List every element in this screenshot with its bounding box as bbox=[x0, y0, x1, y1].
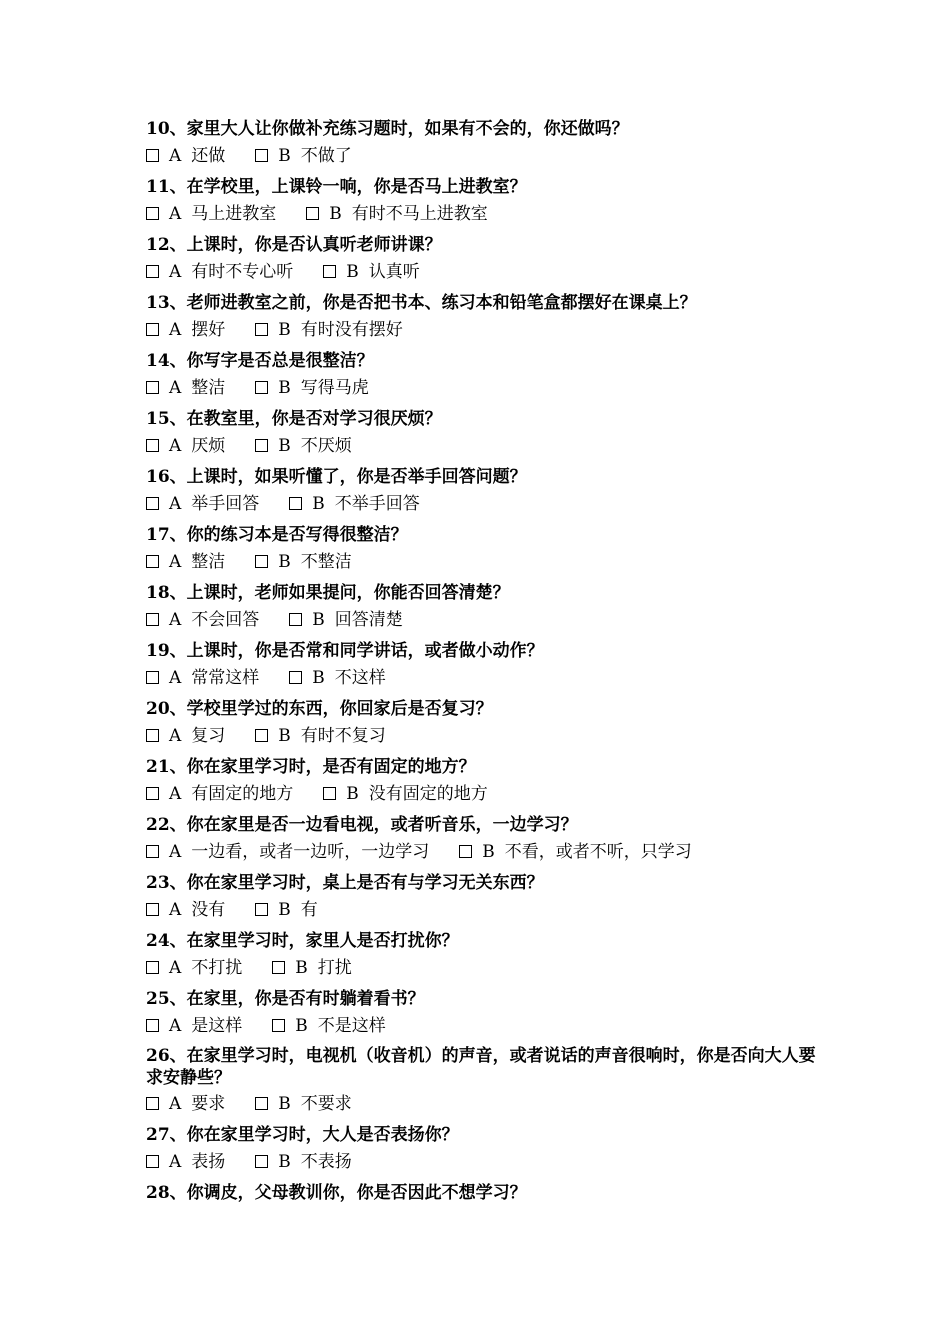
answer-option-a[interactable] bbox=[146, 492, 259, 516]
checkbox-icon[interactable] bbox=[146, 845, 159, 858]
option-label: 没有 bbox=[191, 900, 226, 920]
answer-option-a[interactable] bbox=[146, 434, 225, 458]
option-letter: B bbox=[295, 958, 308, 978]
question-text: 16、上课时，如果听懂了，你是否举手回答问题？ bbox=[146, 467, 527, 487]
option-letter: A bbox=[169, 610, 182, 630]
option-label: 还做 bbox=[191, 146, 226, 166]
option-letter: A bbox=[169, 784, 182, 804]
answer-options bbox=[146, 1150, 826, 1174]
option-letter: A bbox=[169, 552, 182, 572]
answer-option-b[interactable] bbox=[255, 550, 352, 574]
answer-options bbox=[146, 898, 826, 922]
checkbox-icon[interactable] bbox=[146, 207, 159, 220]
option-letter: A bbox=[169, 436, 182, 456]
answer-options bbox=[146, 492, 826, 516]
option-letter: B bbox=[329, 204, 342, 224]
question-text: 22、你在家里是否一边看电视，或者听音乐，一边学习？ bbox=[146, 815, 578, 835]
option-label: 马上进教室 bbox=[191, 204, 277, 224]
option-label: 复习 bbox=[191, 726, 226, 746]
option-label: 有时不马上进教室 bbox=[351, 204, 488, 224]
option-letter: A bbox=[169, 1016, 182, 1036]
answer-options bbox=[146, 956, 826, 980]
answer-option-a[interactable] bbox=[146, 318, 225, 342]
answer-options bbox=[146, 434, 826, 458]
option-label: 打扰 bbox=[317, 958, 352, 978]
option-label: 要求 bbox=[191, 1094, 226, 1114]
answer-option-b[interactable] bbox=[255, 898, 318, 922]
question-text: 26、在家里学习时，电视机（收音机）的声音，或者说话的声音很响时，你是否向大人要求安静些？ bbox=[146, 1046, 816, 1088]
question-text: 10、家里大人让你做补充练习题时，如果有不会的，你还做吗？ bbox=[146, 119, 629, 139]
option-label: 不这样 bbox=[334, 668, 386, 688]
answer-option-b[interactable] bbox=[289, 666, 386, 690]
option-label: 不举手回答 bbox=[334, 494, 420, 514]
checkbox-icon[interactable] bbox=[146, 729, 159, 742]
answer-option-a[interactable] bbox=[146, 1014, 242, 1038]
option-letter: A bbox=[169, 378, 182, 398]
checkbox-icon[interactable] bbox=[289, 497, 302, 510]
answer-options bbox=[146, 376, 826, 400]
option-letter: B bbox=[278, 726, 291, 746]
option-label: 整洁 bbox=[191, 378, 226, 398]
answer-option-a[interactable] bbox=[146, 1150, 225, 1174]
checkbox-icon[interactable] bbox=[146, 265, 159, 278]
question-text: 25、在家里，你是否有时躺着看书？ bbox=[146, 989, 425, 1009]
option-label: 没有固定的地方 bbox=[368, 784, 488, 804]
question-list bbox=[146, 117, 826, 1205]
answer-options bbox=[146, 1092, 826, 1116]
answer-option-b[interactable] bbox=[255, 1092, 352, 1116]
option-letter: A bbox=[169, 262, 182, 282]
checkbox-icon[interactable] bbox=[146, 903, 159, 916]
option-letter: A bbox=[169, 900, 182, 920]
option-letter: B bbox=[278, 378, 291, 398]
option-letter: A bbox=[169, 726, 182, 746]
question-text: 14、你写字是否总是很整洁？ bbox=[146, 351, 374, 371]
answer-option-a[interactable] bbox=[146, 724, 225, 748]
option-letter: A bbox=[169, 668, 182, 688]
option-label: 不会回答 bbox=[191, 610, 260, 630]
answer-option-a[interactable] bbox=[146, 260, 293, 284]
option-letter: B bbox=[278, 900, 291, 920]
option-label: 常常这样 bbox=[191, 668, 260, 688]
answer-options bbox=[146, 1014, 826, 1038]
answer-options bbox=[146, 608, 826, 632]
question-text: 28、你调皮，父母教训你，你是否因此不想学习？ bbox=[146, 1183, 527, 1203]
question-text: 20、学校里学过的东西，你回家后是否复习？ bbox=[146, 699, 493, 719]
checkbox-icon[interactable] bbox=[146, 787, 159, 800]
option-label: 一边看，或者一边听，一边学习 bbox=[191, 842, 430, 862]
option-label: 有时没有摆好 bbox=[300, 320, 403, 340]
question-text: 24、在家里学习时，家里人是否打扰你？ bbox=[146, 931, 459, 951]
checkbox-icon[interactable] bbox=[323, 265, 336, 278]
option-letter: B bbox=[346, 262, 359, 282]
checkbox-icon[interactable] bbox=[255, 323, 268, 336]
option-letter: B bbox=[312, 494, 325, 514]
checkbox-icon[interactable] bbox=[272, 1019, 285, 1032]
question-text: 19、上课时，你是否常和同学讲话，或者做小动作？ bbox=[146, 641, 544, 661]
question-text: 27、你在家里学习时，大人是否表扬你？ bbox=[146, 1125, 459, 1145]
option-label: 回答清楚 bbox=[334, 610, 403, 630]
checkbox-icon[interactable] bbox=[146, 1097, 159, 1110]
checkbox-icon[interactable] bbox=[255, 729, 268, 742]
checkbox-icon[interactable] bbox=[146, 555, 159, 568]
checkbox-icon[interactable] bbox=[146, 1019, 159, 1032]
option-letter: A bbox=[169, 1094, 182, 1114]
checkbox-icon[interactable] bbox=[146, 323, 159, 336]
answer-option-b[interactable] bbox=[323, 782, 488, 806]
option-label: 不表扬 bbox=[300, 1152, 352, 1172]
answer-option-a[interactable] bbox=[146, 666, 259, 690]
answer-option-a[interactable] bbox=[146, 898, 225, 922]
checkbox-icon[interactable] bbox=[146, 381, 159, 394]
answer-option-b[interactable] bbox=[272, 956, 352, 980]
answer-options bbox=[146, 260, 826, 284]
checkbox-icon[interactable] bbox=[146, 497, 159, 510]
option-letter: A bbox=[169, 320, 182, 340]
question-text: 11、在学校里，上课铃一响，你是否马上进教室？ bbox=[146, 177, 527, 197]
option-label: 有时不专心听 bbox=[191, 262, 294, 282]
answer-option-a[interactable] bbox=[146, 144, 225, 168]
option-label: 厌烦 bbox=[191, 436, 226, 456]
answer-option-b[interactable] bbox=[323, 260, 420, 284]
answer-options bbox=[146, 782, 826, 806]
option-label: 不打扰 bbox=[191, 958, 243, 978]
option-label: 写得马虎 bbox=[300, 378, 369, 398]
answer-option-b[interactable] bbox=[289, 608, 403, 632]
checkbox-icon[interactable] bbox=[146, 961, 159, 974]
question-text: 21、你在家里学习时，是否有固定的地方？ bbox=[146, 757, 476, 777]
option-letter: A bbox=[169, 494, 182, 514]
option-letter: A bbox=[169, 842, 182, 862]
answer-options bbox=[146, 550, 826, 574]
checkbox-icon[interactable] bbox=[255, 1155, 268, 1168]
option-letter: A bbox=[169, 146, 182, 166]
answer-option-b[interactable] bbox=[255, 434, 352, 458]
option-label: 不做了 bbox=[300, 146, 352, 166]
checkbox-icon[interactable] bbox=[255, 149, 268, 162]
answer-option-b[interactable] bbox=[255, 376, 369, 400]
option-label: 有 bbox=[300, 900, 318, 920]
answer-option-a[interactable] bbox=[146, 1092, 225, 1116]
option-label: 认真听 bbox=[368, 262, 420, 282]
answer-option-a[interactable] bbox=[146, 840, 429, 864]
option-letter: B bbox=[278, 1094, 291, 1114]
answer-option-b[interactable] bbox=[289, 492, 420, 516]
answer-option-a[interactable] bbox=[146, 202, 276, 226]
question-text: 15、在教室里，你是否对学习很厌烦？ bbox=[146, 409, 442, 429]
checkbox-icon[interactable] bbox=[255, 555, 268, 568]
option-label: 表扬 bbox=[191, 1152, 226, 1172]
option-label: 不要求 bbox=[300, 1094, 352, 1114]
checkbox-icon[interactable] bbox=[255, 1097, 268, 1110]
answer-option-a[interactable] bbox=[146, 608, 259, 632]
question-text: 23、你在家里学习时，桌上是否有与学习无关东西？ bbox=[146, 873, 544, 893]
option-label: 不看，或者不听，只学习 bbox=[504, 842, 692, 862]
option-letter: B bbox=[278, 146, 291, 166]
question-text: 13、老师进教室之前，你是否把书本、练习本和铅笔盒都摆好在课桌上？ bbox=[146, 293, 697, 313]
checkbox-icon[interactable] bbox=[289, 613, 302, 626]
checkbox-icon[interactable] bbox=[146, 1155, 159, 1168]
option-letter: A bbox=[169, 204, 182, 224]
option-label: 是这样 bbox=[191, 1016, 243, 1036]
checkbox-icon[interactable] bbox=[323, 787, 336, 800]
answer-option-a[interactable] bbox=[146, 956, 242, 980]
option-letter: B bbox=[482, 842, 495, 862]
answer-option-b[interactable] bbox=[255, 144, 352, 168]
option-label: 整洁 bbox=[191, 552, 226, 572]
option-label: 不是这样 bbox=[317, 1016, 386, 1036]
option-label: 摆好 bbox=[191, 320, 226, 340]
checkbox-icon[interactable] bbox=[272, 961, 285, 974]
option-letter: B bbox=[346, 784, 359, 804]
question-text: 12、上课时，你是否认真听老师讲课？ bbox=[146, 235, 442, 255]
answer-option-a[interactable] bbox=[146, 550, 225, 574]
checkbox-icon[interactable] bbox=[459, 845, 472, 858]
checkbox-icon[interactable] bbox=[255, 903, 268, 916]
option-label: 有固定的地方 bbox=[191, 784, 294, 804]
checkbox-icon[interactable] bbox=[146, 613, 159, 626]
answer-options bbox=[146, 666, 826, 690]
question-text: 18、上课时，老师如果提问，你能否回答清楚？ bbox=[146, 583, 510, 603]
answer-options bbox=[146, 318, 826, 342]
option-letter: B bbox=[278, 1152, 291, 1172]
option-letter: B bbox=[312, 610, 325, 630]
option-letter: B bbox=[278, 552, 291, 572]
option-label: 有时不复习 bbox=[300, 726, 386, 746]
answer-option-b[interactable] bbox=[272, 1014, 386, 1038]
checkbox-icon[interactable] bbox=[146, 671, 159, 684]
option-letter: B bbox=[278, 436, 291, 456]
option-label: 不厌烦 bbox=[300, 436, 352, 456]
checkbox-icon[interactable] bbox=[146, 439, 159, 452]
checkbox-icon[interactable] bbox=[255, 381, 268, 394]
answer-options bbox=[146, 202, 826, 226]
option-letter: B bbox=[312, 668, 325, 688]
checkbox-icon[interactable] bbox=[289, 671, 302, 684]
option-label: 不整洁 bbox=[300, 552, 352, 572]
answer-options bbox=[146, 840, 826, 864]
answer-option-a[interactable] bbox=[146, 782, 293, 806]
option-letter: B bbox=[278, 320, 291, 340]
option-label: 举手回答 bbox=[191, 494, 260, 514]
question-text: 17、你的练习本是否写得很整洁？ bbox=[146, 525, 408, 545]
answer-option-b[interactable] bbox=[459, 840, 692, 864]
option-letter: B bbox=[295, 1016, 308, 1036]
checkbox-icon[interactable] bbox=[306, 207, 319, 220]
checkbox-icon[interactable] bbox=[146, 149, 159, 162]
option-letter: A bbox=[169, 958, 182, 978]
answer-options bbox=[146, 724, 826, 748]
option-letter: A bbox=[169, 1152, 182, 1172]
answer-option-b[interactable] bbox=[255, 1150, 352, 1174]
answer-options bbox=[146, 144, 826, 168]
answer-option-b[interactable] bbox=[306, 202, 488, 226]
answer-option-a[interactable] bbox=[146, 376, 225, 400]
answer-option-b[interactable] bbox=[255, 318, 403, 342]
checkbox-icon[interactable] bbox=[255, 439, 268, 452]
answer-option-b[interactable] bbox=[255, 724, 386, 748]
